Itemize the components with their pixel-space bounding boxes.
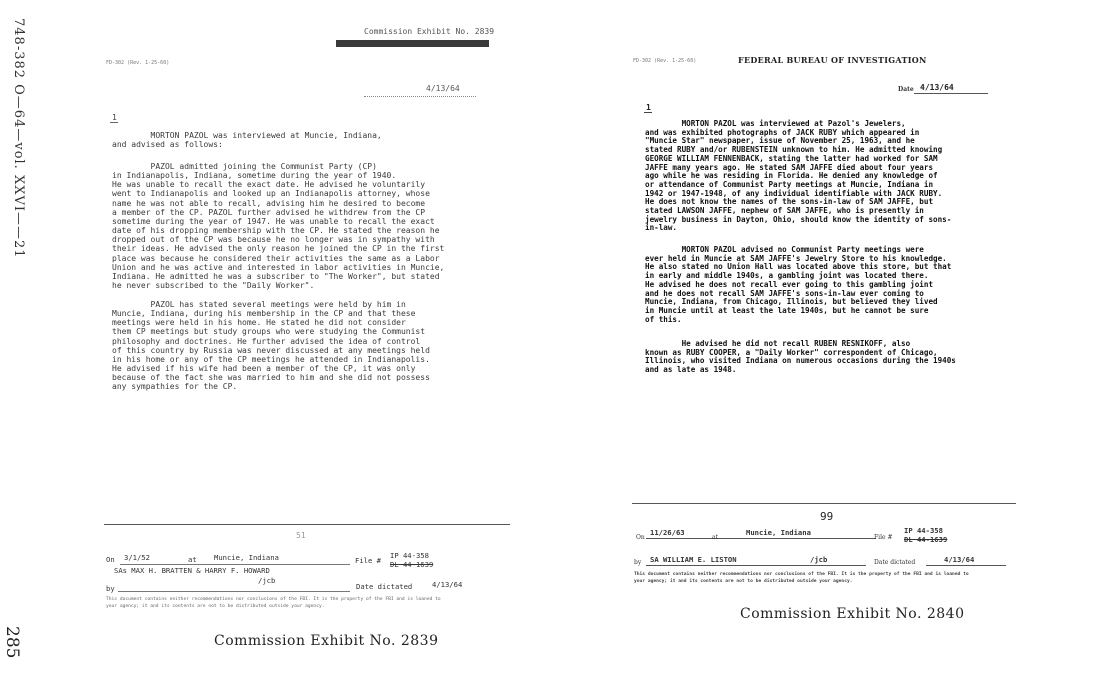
right-footer-agent: SA WILLIAM E. LISTON — [650, 555, 737, 564]
left-footer-file-label: File # — [355, 556, 381, 565]
left-footer-agents: SAs MAX H. BRATTEN & HARRY F. HOWARD — [114, 566, 270, 575]
right-caption: Commission Exhibit No. 2840 — [740, 606, 965, 622]
left-mid-mark: 51 — [296, 531, 306, 540]
page-number: 285 — [2, 626, 22, 659]
right-paragraph-3: He advised he did not recall RUBEN RESNIKOFF, also known as RUBY COOPER, a "Daily Worker" correspondent of Chicago, Illinois, who visited Indiana on numerous occasions during the 1940s and as late as 1948. — [645, 339, 956, 375]
left-date-underline — [364, 96, 476, 97]
left-footer-by-label: by — [106, 584, 115, 593]
right-paragraph-2: MORTON PAZOL advised no Communist Party meetings were ever held in Muncie at SAM JAFFE's Jewelry Store to his knowledge. He also stated no Union Hall was located above this store, but that in early and middle 1940s, a gambling joint was located there. He advised he does not recall ever going to this gambling joint and he does not recall SAM JAFFE's sons-in-law ever coming to Muncie, Indiana, from Chicago, Illinois, but believed they lived in Muncie until at least the late 1940s, but he cannot be sure of this. — [645, 245, 952, 324]
left-footer-rule — [104, 524, 510, 525]
left-form-number: FD-302 (Rev. 1-25-60) — [106, 60, 170, 66]
right-footer-file-label: File # — [874, 534, 893, 541]
right-paragraph-1: MORTON PAZOL was interviewed at Pazol's Jewelers, and was exhibited photographs of JACK RUBY which appeared in "Muncie Star" newspaper, issue of November 25, 1963, and he stated RUBY and/or RUBENSTEIN unknown to him. He admitted knowing GEORGE WILLIAM FENNENBACK, stating the latter had worked for SAM JAFFE many years ago. He stated SAM JAFFE died about four years ago while he was residing in Florida. He denied any knowledge of or attendance of Communist Party meetings at Muncie, Indiana in 1942 or 1947-1948, of any individual identifiable with JACK RUBY. He does not know the names of the sons-in-law of SAM JAFFE, but stated LAWSON JAFFE, nephew of SAM JAFFE, who is presently in jewelry business in Dayton, Ohio, should know the identity of sons- in-law. — [645, 119, 952, 233]
redaction-bar — [336, 40, 489, 47]
right-form-number: FD-302 (Rev. 1-25-60) — [633, 58, 697, 64]
right-footer-date-value: 4/13/64 — [944, 555, 975, 564]
left-paragraph-3: PAZOL has stated several meetings were held by him in Muncie, Indiana, during his membership in the CP and that these meetings were held in his home. He stated he did not consider them CP meetings but study groups who were studying the Communist philosophy and doctrines. He further advised the idea of control of this country by Russia was never discussed at any meetings held in his home or any of the CP meetings he attended in Indianapolis. He advised if his wife had been a member of the CP, it was only because of the fact she was married to him and she did not possess any sympathies for the CP. — [112, 300, 430, 392]
right-footer-line-1 — [646, 538, 876, 539]
right-footer-file-value: IP 44-358 — [904, 526, 943, 535]
right-footer-at-label: at — [712, 534, 718, 541]
left-caption: Commission Exhibit No. 2839 — [214, 633, 439, 649]
right-footer-file-value-2: DL 44-1639 — [904, 535, 948, 544]
right-footer-line-3 — [926, 565, 1006, 566]
left-footer-at-label: at — [188, 555, 197, 564]
right-item-underline — [644, 112, 652, 113]
volume-label: 748-382 O—64—vol. XXVI——21 — [11, 18, 26, 259]
right-footer-on-label: On — [636, 534, 645, 541]
right-item-number: 1 — [646, 103, 651, 112]
left-footer-fine-2: your agency; it and its contents are not to be distributed outside your agency. — [106, 604, 325, 609]
left-footer-on-label: On — [106, 555, 115, 564]
left-paragraph-2: PAZOL admitted joining the Communist Party (CP) in Indianapolis, Indiana, sometime during the year of 1940. He was unable to recall the exact date. He advised he voluntarily went to Indianapolis and looked up an Indianapolis attorney, whose name he was not able to recall, advising him he desired to become a member of the CP. PAZOL further advised he withdrew from the CP sometime during the year of 1947. He was unable to recall the exact date of his dropping membership with the CP. He stated the reason he dropped out of the CP was because he no longer was in sympathy with their ideas. He advised the only reason he joined the CP in the first place was because he considered their activities the same as a Labor Union and he was active and interested in labor activities in Muncie, Indiana. He admitted he was a subscriber to "The Worker", but stated he never subscribed to the "Daily Worker". — [112, 162, 445, 291]
right-footer-on-value: 11/26/63 — [650, 528, 685, 537]
left-footer-line-2 — [118, 591, 350, 592]
right-mid-number: 99 — [820, 510, 834, 523]
left-item-number: 1 — [112, 113, 117, 122]
left-footer-date-value: 4/13/64 — [432, 580, 463, 589]
right-date: 4/13/64 — [920, 83, 954, 92]
right-footer-at-value: Muncie, Indiana — [746, 528, 811, 537]
right-footer-line-2 — [646, 565, 866, 566]
left-paragraph-1: MORTON PAZOL was interviewed at Muncie, Indiana, and advised as follows: — [112, 131, 382, 150]
left-footer-file-value-2: DL 44-1639 — [390, 560, 434, 569]
right-footer-rule — [632, 503, 1016, 504]
left-top-label: Commission Exhibit No. 2839 — [364, 27, 495, 36]
right-footer-by-label: by — [634, 559, 642, 566]
left-footer-date-label: Date dictated — [356, 582, 413, 591]
right-header: FEDERAL BUREAU OF INVESTIGATION — [738, 55, 927, 65]
left-footer-fine-1: This document contains neither recommendations nor conclusions of the FBI. It is the property of the FBI and is loaned to — [106, 597, 441, 602]
right-footer-fine-1: This document contains neither recommendations nor conclusions of the FBI. It is the property of the FBI and is loaned to — [634, 572, 969, 577]
right-footer-initials: /jcb — [810, 555, 828, 564]
left-footer-line-1 — [120, 564, 350, 565]
right-date-label: Date — [898, 86, 914, 93]
left-footer-at-value: Muncie, Indiana — [214, 553, 279, 562]
left-item-underline — [110, 122, 118, 123]
right-date-underline — [914, 93, 988, 94]
left-footer-initials: /jcb — [258, 576, 276, 585]
left-footer-file-value: IP 44-358 — [390, 551, 429, 560]
left-footer-on-value: 3/1/52 — [124, 553, 150, 562]
right-footer-date-label: Date dictated — [874, 559, 916, 566]
left-date: 4/13/64 — [426, 84, 460, 93]
right-footer-fine-2: your agency; it and its contents are not to be distributed outside your agency. — [634, 579, 853, 584]
